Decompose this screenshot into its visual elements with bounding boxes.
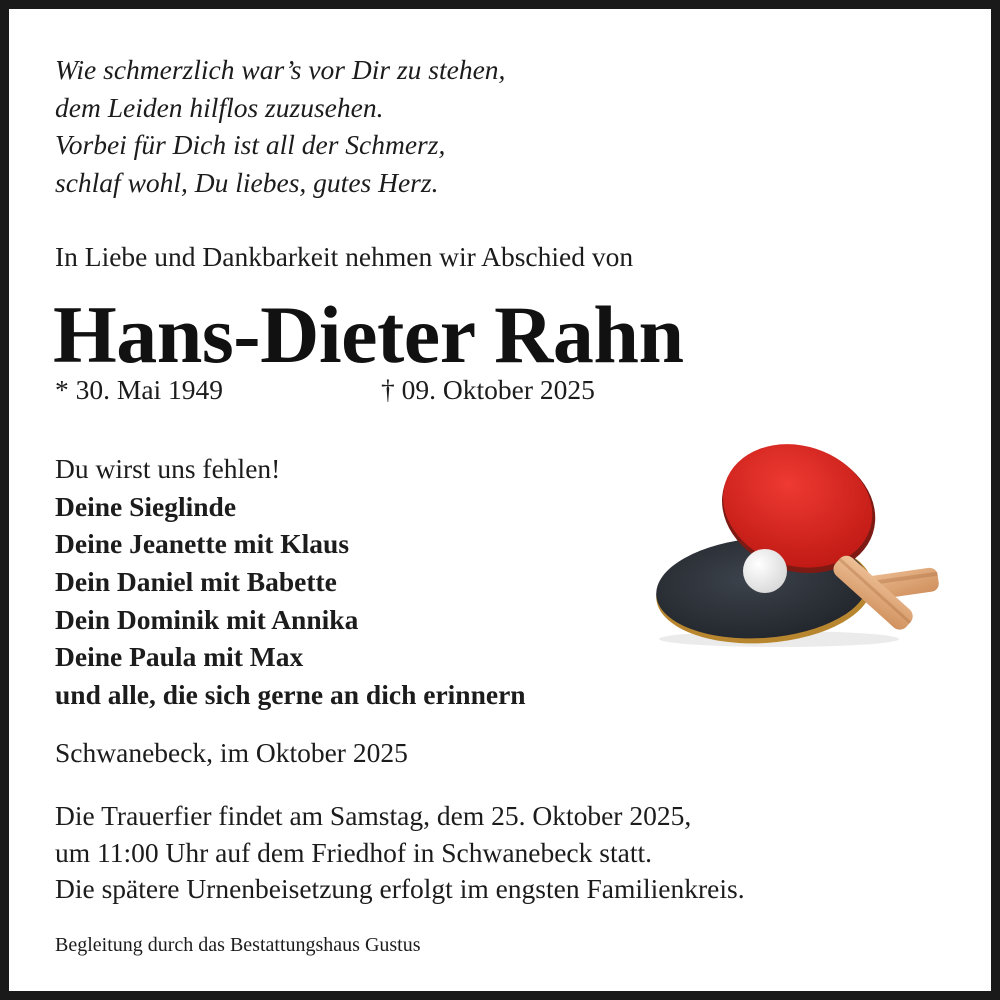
mourner-name: Dein Dominik mit Annika <box>55 603 359 635</box>
funeral-home-credit: Begleitung durch das Bestattungshaus Gustus <box>55 934 421 956</box>
funeral-line: um 11:00 Uhr auf dem Friedhof in Schwanebeck statt. <box>55 836 652 868</box>
deceased-name: Hans-Dieter Rahn <box>53 289 684 380</box>
mourner-name: und alle, die sich gerne an dich erinnern <box>55 679 526 711</box>
place-date: Schwanebeck, im Oktober 2025 <box>55 737 408 768</box>
death-date: † 09. Oktober 2025 <box>381 374 595 405</box>
poem-line: Wie schmerzlich war’s vor Dir zu stehen, <box>55 54 506 85</box>
mourner-name: Deine Sieglinde <box>55 490 237 522</box>
funeral-info <box>55 798 745 908</box>
mourner-name: Deine Paula mit Max <box>55 641 304 673</box>
poem-line: Vorbei für Dich ist all der Schmerz, <box>55 129 446 160</box>
poem <box>55 51 505 201</box>
mourners-intro: Du wirst uns fehlen! <box>55 453 281 484</box>
birth-date: * 30. Mai 1949 <box>55 374 224 405</box>
funeral-line: Die Trauerfier findet am Samstag, dem 25. Oktober 2025, <box>55 800 692 831</box>
mourner-name: Dein Daniel mit Babette <box>55 566 337 598</box>
farewell-intro: In Liebe und Dankbarkeit nehmen wir Abschied von <box>55 241 634 272</box>
table-tennis-icon <box>649 439 949 659</box>
mourner-name: Deine Jeanette mit Klaus <box>55 528 350 560</box>
mourners-list <box>55 450 526 714</box>
poem-line: dem Leiden hilflos zuzusehen. <box>55 91 384 123</box>
poem-line: schlaf wohl, Du liebes, gutes Herz. <box>55 166 439 198</box>
funeral-line: Die spätere Urnenbeisetzung erfolgt im engsten Familienkreis. <box>55 873 745 904</box>
